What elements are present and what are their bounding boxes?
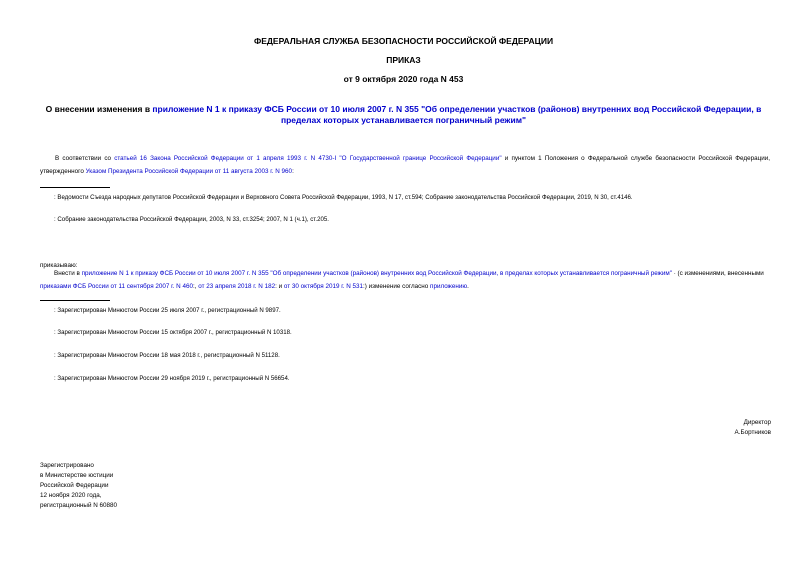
footnote-text: Собрание законодательства Российской Федерации, 2003, N 33, ст.3254; 2007, N 1 (ч.1), ст.205. xyxy=(57,216,329,223)
order-460-link[interactable]: приказами ФСБ России от 11 сентября 2007 г. N 460 xyxy=(40,283,193,290)
law-link[interactable]: статьей 16 Закона Российской Федерации от 1 апреля 1993 г. N 4730-I "О Государственной границе Российской Федерации" xyxy=(114,155,502,162)
footnote-item xyxy=(54,352,280,359)
appendix-ref-link[interactable]: приложению xyxy=(430,283,468,290)
order-paragraph xyxy=(40,267,770,293)
doc-title xyxy=(40,104,767,126)
agency-name: ФЕДЕРАЛЬНАЯ СЛУЖБА БЕЗОПАСНОСТИ РОССИЙСКОЙ ФЕДЕРАЦИИ xyxy=(253,36,554,46)
order-text-1: Внести в xyxy=(54,270,82,277)
title-link[interactable]: приложение N 1 к приказу ФСБ России от 10 июля 2007 г. N 355 "Об определении участков (районов) внутренних вод Российской Федерации, в пределах которых устанавливается пограничный режим" xyxy=(152,104,762,125)
registration-line: в Министерстве юстиции xyxy=(40,472,114,479)
footnote-text: Зарегистрирован Минюстом России 25 июля 2007 г., регистрационный N 9897. xyxy=(57,307,281,314)
signer-name: А.Бортников xyxy=(734,429,771,436)
registration-line: Зарегистрировано xyxy=(40,462,94,469)
signer-position: Директор xyxy=(743,419,771,426)
registration-line: регистрационный N 60880 xyxy=(40,502,118,509)
footnote-marker: : xyxy=(54,375,56,382)
registration-line: Российской Федерации xyxy=(40,482,109,489)
order-text-5: :) изменение согласно xyxy=(363,283,431,290)
footnote-item xyxy=(54,329,292,336)
footnote-item xyxy=(54,307,281,314)
order-label: приказываю: xyxy=(40,262,78,269)
footnote-marker: : xyxy=(292,168,294,175)
registration-line: 12 ноября 2020 года, xyxy=(40,492,102,499)
footnote-text: Зарегистрирован Минюстом России 29 ноября 2019 г., регистрационный N 56654. xyxy=(57,375,290,382)
doc-date-number: от 9 октября 2020 года N 453 xyxy=(343,74,464,84)
footnote-text: Ведомости Съезда народных депутатов Российской Федерации и Верховного Совета Российской Федерации, 1993, N 17, ст.594; Собрание законодательства Российской Федерации, 2019, N 30, ст.4146. xyxy=(57,194,633,201)
footnote-marker: : xyxy=(54,307,56,314)
footnote-marker: : xyxy=(54,329,56,336)
preamble-text-1: В соответствии со xyxy=(55,155,115,162)
footnote-item xyxy=(54,375,290,382)
footnote-item xyxy=(54,194,633,201)
footnote-text: Зарегистрирован Минюстом России 15 октября 2007 г., регистрационный N 10318. xyxy=(57,329,292,336)
footnote-divider xyxy=(40,187,110,188)
signature-block xyxy=(735,418,772,438)
appendix-link[interactable]: приложение N 1 к приказу ФСБ России от 10 июля 2007 г. N 355 "Об определении участков (районов) внутренних вод Российской Федерации, в пределах которых устанавливается пограничный режим" xyxy=(81,270,672,277)
footnote-marker: : xyxy=(54,352,56,359)
order-text-3: :, xyxy=(192,283,199,290)
order-text-6: . xyxy=(467,283,469,290)
registration-block xyxy=(40,461,117,511)
footnote-item xyxy=(54,216,329,223)
order-531-link[interactable]: от 30 октября 2019 г. N 531 xyxy=(283,283,364,290)
order-text-2: · (с изменениями, внесенными xyxy=(671,270,764,277)
preamble-text-2: и пунктом 1 Положения о Федеральной службе безопасности Российской Федерации, утвержденного xyxy=(40,155,770,175)
footnote-text: Зарегистрирован Минюстом России 18 мая 2018 г., регистрационный N 51128. xyxy=(57,352,280,359)
decree-link[interactable]: Указом Президента Российской Федерации от 11 августа 2003 г. N 960 xyxy=(85,168,293,175)
order-182-link[interactable]: от 23 апреля 2018 г. N 182 xyxy=(198,283,276,290)
preamble-paragraph xyxy=(40,152,770,178)
footnote-divider xyxy=(40,300,110,301)
order-text-4: : и xyxy=(275,283,284,290)
footnote-marker: : xyxy=(54,194,56,201)
doc-type: ПРИКАЗ xyxy=(386,55,421,65)
title-prefix: О внесении изменения в xyxy=(45,104,153,114)
footnote-marker: : xyxy=(54,216,56,223)
